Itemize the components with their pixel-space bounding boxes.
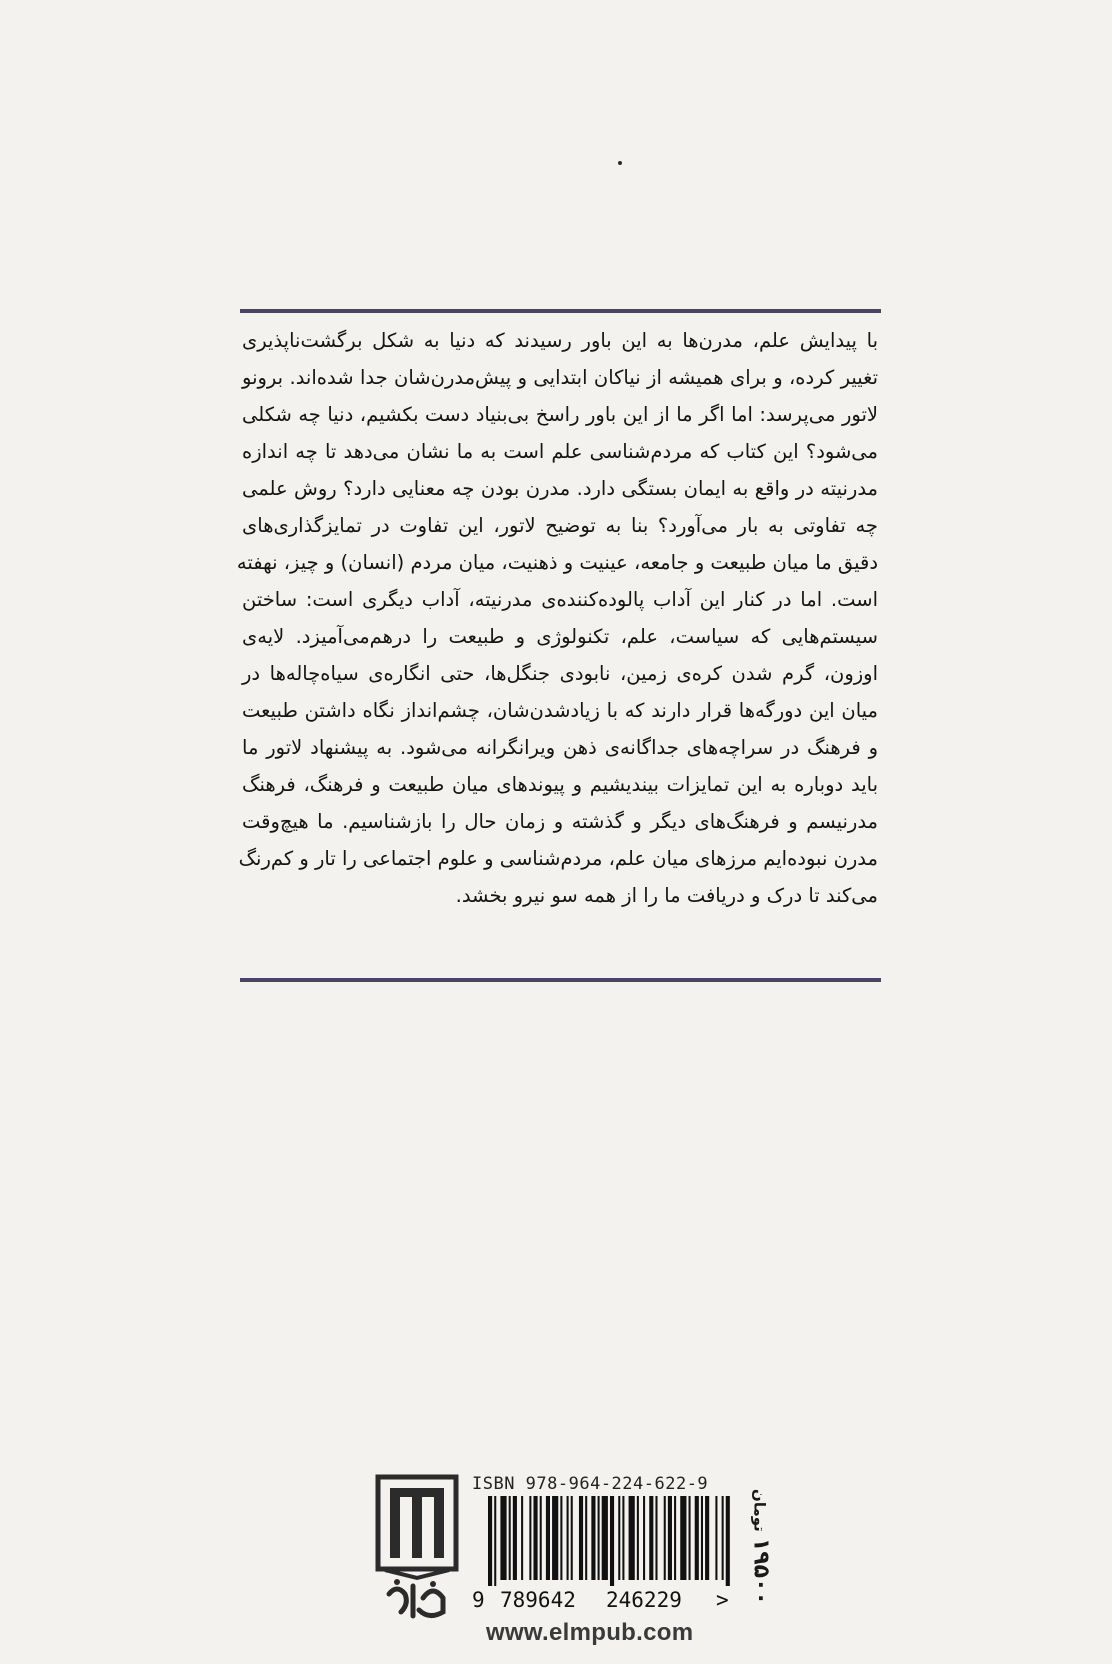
barcode-bar	[689, 1496, 691, 1580]
barcode-bar	[533, 1496, 537, 1580]
publisher-website: www.elmpub.com	[486, 1619, 694, 1646]
barcode-bar	[598, 1496, 600, 1580]
blurb-line: چه تفاوتی به بار می‌آورد؟ بنا به توضیح لاتور، این تفاوت در تمایزگذاری‌های	[242, 514, 878, 537]
barcode-bar	[680, 1496, 686, 1580]
barcode-bar	[488, 1496, 492, 1586]
blurb-line: میان این دورگه‌ها قرار دارند که با زیادشدن‌شان، چشم‌انداز نگاه داشتن طبیعت	[242, 699, 878, 722]
decorative-dot	[618, 161, 622, 165]
barcode-bar	[722, 1496, 724, 1580]
barcode-bar	[701, 1496, 703, 1580]
barcode-bar	[610, 1496, 614, 1586]
isbn-label: ISBN 978-964-224-622-9	[472, 1474, 709, 1494]
barcode-bar	[664, 1496, 666, 1580]
price-value: ۱۹۵۰۰	[748, 1537, 774, 1605]
barcode-digits-left: 789642	[500, 1588, 576, 1612]
barcode-bar	[655, 1496, 657, 1580]
blurb-text	[236, 322, 878, 914]
barcode-bar	[715, 1496, 717, 1580]
barcode-bar	[500, 1496, 506, 1580]
price-unit: تومان	[750, 1488, 769, 1532]
blurb-line: مدرنیته در واقع به ایمان بستگی دارد. مدرن بودن چه معنایی دارد؟ روش علمی	[242, 477, 878, 500]
barcode-bar	[591, 1496, 595, 1580]
barcode-bar	[637, 1496, 639, 1580]
blurb-line: دقیق ما میان طبیعت و جامعه، عینیت و ذهنیت، میان مردم (انسان) و چیز، نهفته	[236, 551, 878, 574]
barcode	[488, 1496, 734, 1586]
barcode-bar	[705, 1496, 709, 1580]
barcode-bar	[674, 1496, 676, 1580]
barcode-bar	[540, 1496, 542, 1580]
barcode-bar	[695, 1496, 699, 1580]
barcode-bar	[494, 1496, 496, 1586]
barcode-bar	[668, 1496, 672, 1580]
barcode-bar	[546, 1496, 550, 1580]
barcode-bar	[629, 1496, 635, 1580]
blurb-line: باید دوباره به این تمایزات بیندیشیم و پیوندهای میان طبیعت و فرهنگ، فرهنگ	[242, 773, 878, 796]
blurb-line: و فرهنگ در سراچه‌های جداگانه‌ی ذهن ویرانگرانه می‌شود. به پیشنهاد لاتور ما	[242, 736, 878, 759]
blurb-line: مدرن نبوده‌ایم مرزهای میان علم، مردم‌شناسی و علوم اجتماعی را تار و کم‌رنگ	[238, 847, 878, 870]
barcode-digit-lead: 9	[472, 1588, 485, 1612]
barcode-bar	[622, 1496, 624, 1580]
barcode-arrow: >	[716, 1588, 729, 1612]
barcode-bar	[579, 1496, 583, 1580]
barcode-bar	[649, 1496, 653, 1580]
publisher-logo-icon	[375, 1474, 459, 1634]
bottom-divider	[240, 978, 881, 982]
price-label	[746, 1474, 776, 1619]
barcode-bar	[529, 1496, 531, 1580]
barcode-bar	[513, 1496, 517, 1580]
blurb-line: مدرنیسم و فرهنگ‌های دیگر و گذشته و زمان حال را بازشناسیم. ما هیچ‌وقت	[242, 810, 878, 833]
barcode-bar	[618, 1496, 620, 1580]
barcode-bar	[585, 1496, 587, 1580]
blurb-line: تغییر کرده، و برای همیشه از نیاکان ابتدایی و پیش‌مدرن‌شان جدا شده‌اند. برونو	[242, 366, 878, 389]
barcode-bar	[521, 1496, 523, 1580]
blurb-line: می‌شود؟ این کتاب که مردم‌شناسی علم است به ما نشان می‌دهد تا چه اندازه	[242, 440, 878, 463]
top-divider	[240, 309, 881, 313]
barcode-bar	[567, 1496, 569, 1580]
barcode-digits-right: 246229	[606, 1588, 682, 1612]
barcode-bar	[552, 1496, 558, 1580]
blurb-line: می‌کند تا درک و دریافت ما را از همه سو نیرو بخشد.	[455, 884, 878, 907]
barcode-bar	[571, 1496, 573, 1580]
barcode-bar	[643, 1496, 645, 1580]
blurb-line: با پیدایش علم، مدرن‌ها به این باور رسیدند که دنیا به شکل برگشت‌ناپذیری	[242, 329, 878, 352]
barcode-bar	[602, 1496, 608, 1580]
barcode-bar	[726, 1496, 730, 1586]
barcode-bar	[560, 1496, 562, 1580]
blurb-line: است. اما در کنار این آداب پالوده‌کننده‌ی مدرنیته، آداب دیگری است: ساختن	[242, 588, 878, 611]
barcode-bar	[509, 1496, 511, 1580]
blurb-line: لاتور می‌پرسد: اما اگر ما از این باور راسخ بی‌بنیاد دست بکشیم، دنیا چه شکلی	[242, 403, 878, 426]
blurb-line: اوزون، گرم شدن کره‌ی زمین، نابودی جنگل‌ها، حتی انگاره‌ی سیاه‌چاله‌ها در	[242, 662, 878, 685]
blurb-line: سیستم‌هایی که سیاست، علم، تکنولوژی و طبیعت را درهم‌می‌آمیزد. لایه‌ی	[242, 625, 878, 648]
